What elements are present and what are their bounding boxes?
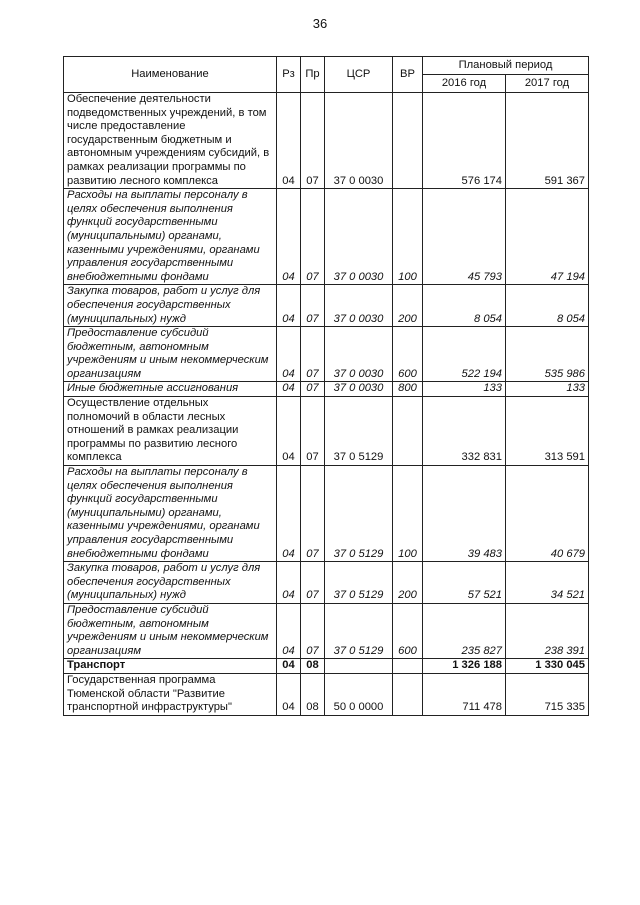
row-value-2016: 45 793 <box>423 189 506 285</box>
header-rz: Рз <box>277 57 301 93</box>
row-vr: 200 <box>393 562 423 604</box>
row-value-2016: 235 827 <box>423 603 506 658</box>
row-rz: 04 <box>277 466 301 562</box>
row-pr: 07 <box>301 397 325 466</box>
row-csr: 37 0 0030 <box>325 382 393 397</box>
row-rz: 04 <box>277 603 301 658</box>
row-csr: 50 0 0000 <box>325 673 393 715</box>
row-csr: 37 0 5129 <box>325 562 393 604</box>
row-name: Расходы на выплаты персоналу в целях обеспечения выполнения функций государственными (муниципальными) органами, казенными учреждениями, органами управления государственными внебюджетными фондами <box>64 466 277 562</box>
row-value-2017: 1 330 045 <box>506 659 589 674</box>
row-name: Предоставление субсидий бюджетным, автономным учреждениям и иным некоммерческим организациям <box>64 327 277 382</box>
row-vr: 100 <box>393 189 423 285</box>
row-rz: 04 <box>277 285 301 327</box>
row-value-2016: 8 054 <box>423 285 506 327</box>
row-name: Предоставление субсидий бюджетным, автономным учреждениям и иным некоммерческим организациям <box>64 603 277 658</box>
row-value-2017: 133 <box>506 382 589 397</box>
header-csr: ЦСР <box>325 57 393 93</box>
row-pr: 07 <box>301 285 325 327</box>
row-rz: 04 <box>277 189 301 285</box>
row-pr: 07 <box>301 189 325 285</box>
row-name: Обеспечение деятельности подведомственных учреждений, в том числе предоставление государственным бюджетным и автономным учреждениям субсидий, в рамках реализации программы по развитию лесного комплекса <box>64 93 277 189</box>
row-pr: 07 <box>301 93 325 189</box>
row-name: Закупка товаров, работ и услуг для обеспечения государственных (муниципальных) нужд <box>64 285 277 327</box>
row-value-2016: 332 831 <box>423 397 506 466</box>
table-row <box>64 673 589 715</box>
row-value-2017: 591 367 <box>506 93 589 189</box>
row-name: Осуществление отдельных полномочий в области лесных отношений в рамках реализации программы по развитию лесного комплекса <box>64 397 277 466</box>
row-pr: 07 <box>301 562 325 604</box>
row-csr: 37 0 5129 <box>325 397 393 466</box>
row-vr: 800 <box>393 382 423 397</box>
row-vr <box>393 397 423 466</box>
row-value-2016: 133 <box>423 382 506 397</box>
row-rz: 04 <box>277 673 301 715</box>
table-row <box>64 562 589 604</box>
row-value-2017: 238 391 <box>506 603 589 658</box>
table-row <box>64 285 589 327</box>
header-year-2016: 2016 год <box>423 75 506 93</box>
row-csr: 37 0 0030 <box>325 327 393 382</box>
header-year-2017: 2017 год <box>506 75 589 93</box>
row-vr <box>393 659 423 674</box>
row-pr: 07 <box>301 327 325 382</box>
row-vr: 100 <box>393 466 423 562</box>
row-rz: 04 <box>277 562 301 604</box>
table-row <box>64 382 589 397</box>
row-rz: 04 <box>277 397 301 466</box>
row-vr <box>393 93 423 189</box>
row-value-2017: 34 521 <box>506 562 589 604</box>
row-value-2016: 57 521 <box>423 562 506 604</box>
row-value-2017: 715 335 <box>506 673 589 715</box>
row-pr: 07 <box>301 603 325 658</box>
row-pr: 07 <box>301 466 325 562</box>
row-name: Иные бюджетные ассигнования <box>64 382 277 397</box>
row-value-2016: 522 194 <box>423 327 506 382</box>
row-csr <box>325 659 393 674</box>
table-row <box>64 659 589 674</box>
header-pr: Пр <box>301 57 325 93</box>
row-vr <box>393 673 423 715</box>
row-rz: 04 <box>277 93 301 189</box>
row-pr: 08 <box>301 673 325 715</box>
row-csr: 37 0 5129 <box>325 466 393 562</box>
table-row <box>64 327 589 382</box>
row-value-2017: 47 194 <box>506 189 589 285</box>
row-name: Расходы на выплаты персоналу в целях обеспечения выполнения функций государственными (муниципальными) органами, казенными учреждениями, органами управления государственными внебюджетными фондами <box>64 189 277 285</box>
row-csr: 37 0 0030 <box>325 189 393 285</box>
table-row <box>64 93 589 189</box>
budget-table <box>63 56 589 716</box>
table-row <box>64 603 589 658</box>
row-vr: 200 <box>393 285 423 327</box>
row-value-2017: 535 986 <box>506 327 589 382</box>
row-csr: 37 0 0030 <box>325 93 393 189</box>
header-vr: ВР <box>393 57 423 93</box>
row-value-2017: 40 679 <box>506 466 589 562</box>
row-value-2017: 313 591 <box>506 397 589 466</box>
row-value-2017: 8 054 <box>506 285 589 327</box>
row-rz: 04 <box>277 382 301 397</box>
row-csr: 37 0 0030 <box>325 285 393 327</box>
row-name: Государственная программа Тюменской области "Развитие транспортной инфраструктуры" <box>64 673 277 715</box>
header-planned-period: Плановый период <box>423 57 589 75</box>
row-csr: 37 0 5129 <box>325 603 393 658</box>
row-rz: 04 <box>277 327 301 382</box>
row-pr: 07 <box>301 382 325 397</box>
row-value-2016: 39 483 <box>423 466 506 562</box>
row-value-2016: 1 326 188 <box>423 659 506 674</box>
header-name: Наименование <box>64 57 277 93</box>
row-vr: 600 <box>393 327 423 382</box>
row-value-2016: 711 478 <box>423 673 506 715</box>
table-row <box>64 466 589 562</box>
row-name: Транспорт <box>64 659 277 674</box>
page-number: 36 <box>312 16 328 31</box>
row-pr: 08 <box>301 659 325 674</box>
row-value-2016: 576 174 <box>423 93 506 189</box>
table-row <box>64 189 589 285</box>
row-name: Закупка товаров, работ и услуг для обеспечения государственных (муниципальных) нужд <box>64 562 277 604</box>
row-rz: 04 <box>277 659 301 674</box>
table-row <box>64 397 589 466</box>
header-row-1 <box>64 57 589 75</box>
row-vr: 600 <box>393 603 423 658</box>
